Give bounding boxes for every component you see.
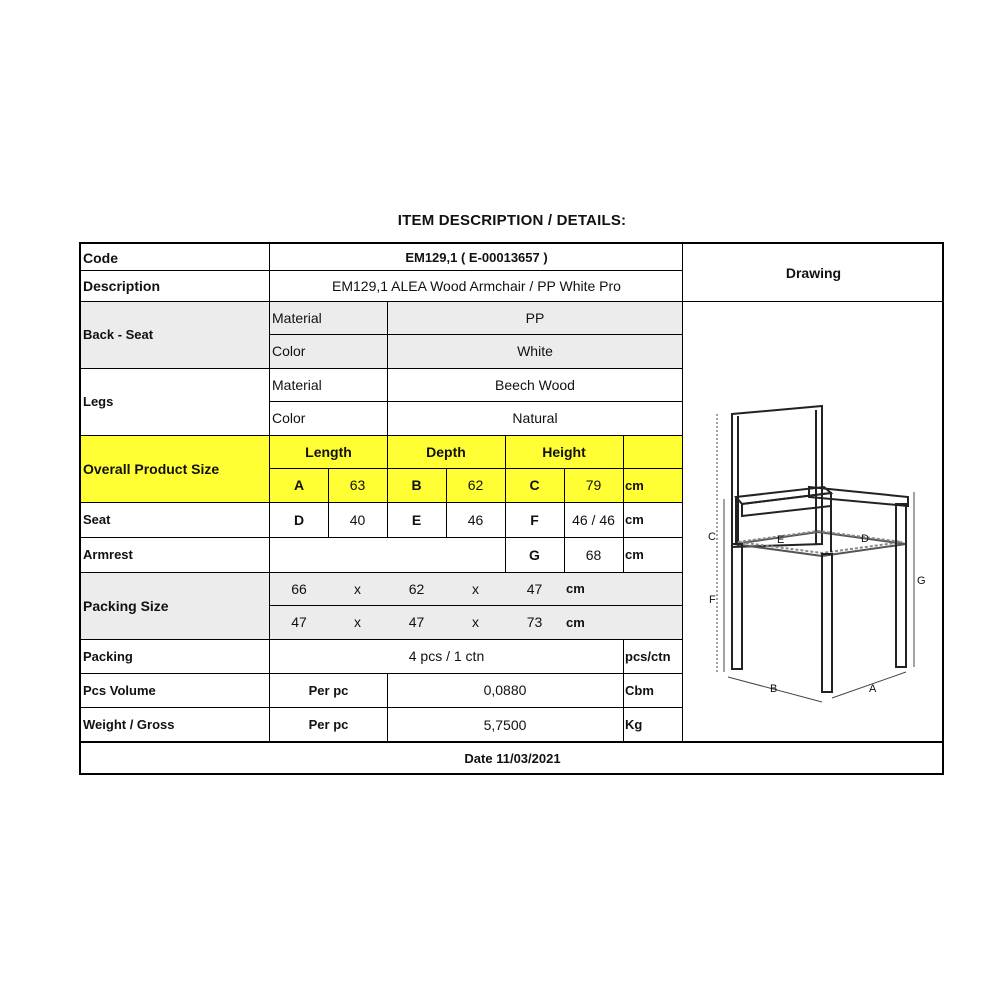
weight-value: 5,7500 (483, 716, 527, 733)
pack1-length: 66 (291, 580, 307, 597)
dim-g-value: 68 (585, 546, 602, 563)
grid-line (81, 435, 683, 436)
pack2-x1: x (354, 614, 361, 630)
dim-e-value: 46 (467, 511, 484, 528)
dim-a-value: 63 (349, 477, 366, 493)
pack2-width: 47 (408, 614, 425, 630)
depth-label: Depth (426, 443, 466, 460)
back-seat-material-label: Material (272, 309, 322, 326)
seat-unit: cm (625, 512, 644, 527)
chair-armrest (809, 487, 908, 506)
dim-d-label: D (293, 511, 305, 528)
grid-line (81, 270, 683, 271)
back-seat-color-label: Color (272, 343, 306, 359)
packing-size-label: Packing Size (83, 597, 169, 614)
pack2-x2: x (472, 614, 479, 630)
dim-c-label: C (529, 477, 540, 493)
chair-drawing (698, 394, 938, 714)
grid-line (81, 707, 683, 708)
grid-line (564, 468, 565, 572)
chair-leg (732, 544, 742, 669)
grid-line (328, 468, 329, 537)
length-label: Length (305, 443, 352, 460)
grid-line (81, 502, 683, 503)
dim-c-value: 79 (585, 477, 602, 493)
weight-per: Per pc (308, 717, 349, 732)
pack2-height: 73 (526, 614, 543, 630)
pcs-volume-label: Pcs Volume (83, 682, 156, 698)
drawing-letter-c: C (708, 531, 716, 543)
grid-line (81, 741, 944, 743)
weight-unit: Kg (625, 717, 643, 732)
pcs-volume-value: 0,0880 (483, 682, 527, 698)
pack1-width: 62 (408, 580, 425, 597)
packing-label: Packing (83, 648, 133, 664)
grid-line (81, 368, 683, 369)
weight-label: Weight / Gross (83, 717, 175, 732)
description-label: Description (83, 278, 161, 294)
grid-line (387, 435, 388, 537)
pack1-x2: x (472, 580, 479, 597)
legs-color-label: Color (272, 410, 306, 426)
chair-backrest (732, 406, 822, 547)
grid-line (446, 468, 447, 537)
grid-line (81, 537, 683, 538)
grid-line (270, 334, 683, 335)
grid-line (270, 468, 683, 469)
packing-value: 4 pcs / 1 ctn (408, 648, 485, 664)
drawing-letter-e: E (777, 534, 785, 546)
chair-leg (822, 554, 832, 692)
dim-b-label: B (411, 477, 422, 493)
dim-g-label: G (529, 546, 540, 563)
grid-line (81, 639, 683, 640)
grid-line (623, 639, 624, 742)
seat-label: Seat (83, 512, 111, 527)
drawing-letter-f: F (709, 594, 716, 606)
code-value: EM129,1 ( E-00013657 ) (405, 250, 548, 265)
pack1-unit: cm (566, 581, 585, 596)
back-seat-color: White (517, 343, 553, 359)
page-title: ITEM DESCRIPTION / DETAILS: (397, 212, 627, 229)
dim-e-label: E (411, 511, 422, 528)
legs-material: Beech Wood (495, 376, 575, 393)
legs-color: Natural (512, 410, 558, 426)
drawing-label: Drawing (785, 264, 842, 281)
pcs-volume-per: Per pc (308, 682, 349, 698)
legs-label: Legs (83, 394, 114, 409)
drawing-letter-b: B (770, 683, 778, 695)
drawing-letter-a: A (869, 683, 877, 695)
armrest-unit: cm (625, 547, 644, 562)
grid-line (623, 435, 624, 572)
grid-line (270, 605, 683, 606)
drawing-letter-d: D (861, 533, 869, 545)
grid-line (682, 244, 683, 742)
back-seat-label: Back - Seat (83, 327, 154, 342)
back-seat-material: PP (525, 309, 545, 326)
grid-line (505, 435, 506, 572)
pack1-x1: x (354, 580, 361, 597)
grid-line (270, 401, 683, 402)
chair-leg (896, 504, 906, 667)
dim-a-label: A (293, 477, 305, 493)
date-footer: Date 11/03/2021 (464, 751, 561, 766)
grid-line (269, 244, 270, 742)
dim-f-value: 46 / 46 (572, 511, 615, 528)
grid-line (387, 301, 388, 435)
pack2-unit: cm (566, 614, 585, 630)
pack1-height: 47 (526, 580, 543, 597)
height-label: Height (542, 443, 586, 460)
grid-line (81, 572, 683, 573)
legs-material-label: Material (272, 376, 322, 393)
dim-f-label: F (530, 511, 539, 528)
description-value: EM129,1 ALEA Wood Armchair / PP White Pro (332, 278, 621, 294)
dim-d-value: 40 (349, 511, 366, 528)
grid-line (387, 673, 388, 742)
dim-b-value: 62 (467, 477, 484, 493)
packing-unit: pcs/ctn (625, 648, 671, 664)
grid-line (81, 673, 683, 674)
grid-line (81, 301, 944, 302)
code-label: Code (83, 249, 118, 266)
pcs-volume-unit: Cbm (625, 682, 654, 698)
overall-size-label: Overall Product Size (83, 460, 220, 477)
armrest-label: Armrest (83, 547, 133, 562)
pack2-length: 47 (291, 614, 307, 630)
details-table (79, 242, 944, 775)
drawing-letter-g: G (917, 575, 926, 587)
overall-unit: cm (625, 477, 644, 493)
